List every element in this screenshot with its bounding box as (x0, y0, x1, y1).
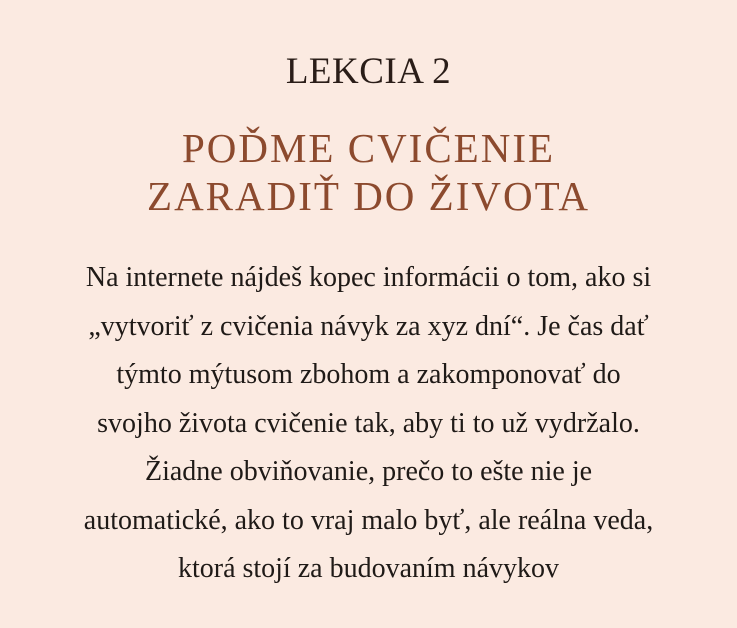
lesson-title-line: POĎME CVIČENIE (181, 125, 556, 171)
description-line: „vytvoriť z cvičenia návyk za xyz dní“. Je čas dať (88, 310, 649, 342)
description-line: Na internete nájdeš kopec informácii o tom, ako si (85, 262, 652, 293)
lesson-title-line: ZARADIŤ DO ŽIVOTA (147, 173, 590, 219)
description-line: ktorá stojí za budovaním návykov (177, 553, 560, 584)
lesson-label: LEKCIA 2 (285, 51, 452, 92)
description-line: automatické, ako to vraj malo byť, ale reálna veda, (83, 504, 654, 536)
description-line: Žiadne obviňovanie, prečo to ešte nie je (144, 456, 593, 487)
description-line: svojho života cvičenie tak, aby ti to už vydržalo. (97, 407, 640, 439)
lesson-title (0, 124, 737, 220)
description-line: týmto mýtusom zbohom a zakomponovať do (116, 359, 621, 390)
lesson-description (20, 254, 717, 594)
